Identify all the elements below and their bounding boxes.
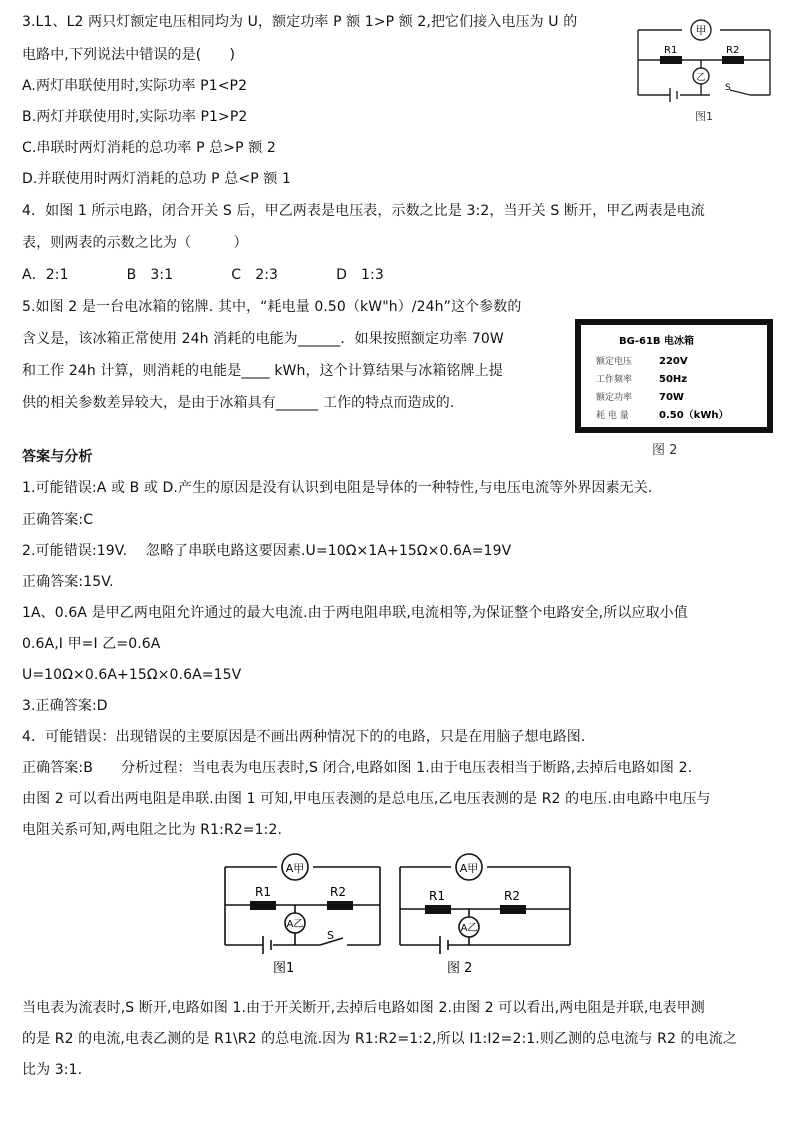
meter-yi-label: 乙 (696, 73, 706, 83)
q4-stem-line1: 4．如图 1 所示电路，闭合开关 S 后，甲乙两表是电压表，示数之比是 3:2，当开关 S 断开，甲乙两表是电流 (22, 203, 705, 219)
answer-2-explanation-2: 0.6A,I 甲=I 乙=0.6A (22, 636, 161, 652)
r1-label: R1 (664, 45, 678, 56)
resistor-r1-icon (425, 905, 451, 914)
q4-option-c: C 2:3 (231, 267, 279, 283)
resistor-r1-icon (250, 901, 276, 910)
answer-4-line1: 正确答案:B 分析过程：当电表为电压表时,S 闭合,电路如图 1.由于电压表相当于断路,去掉后电路如图 2. (22, 760, 693, 776)
meter-jia-label: 甲 (695, 24, 707, 37)
q5-stem-line3: 和工作 24h 计算，则消耗的电能是____ kWh，这个计算结果与冰箱铭牌上提 (22, 363, 503, 379)
nameplate-label-consumption: 耗 电 量 (596, 411, 629, 421)
figure-1-caption: 图1 (695, 110, 713, 123)
r2-label: R2 (726, 45, 740, 56)
r2-label: R2 (330, 885, 346, 899)
answers-heading: 答案与分析 (22, 449, 93, 465)
answer-2: 2.可能错误:19V. 忽略了串联电路这要因素.U=10Ω×1A+15Ω×0.6A=19V (22, 543, 512, 559)
switch-label: S (725, 83, 731, 93)
nameplate-label-voltage: 额定电压 (596, 357, 633, 367)
q3-stem-line1: 3.L1、L2 两只灯额定电压相同均为 U，额定功率 P 额 1>P 额 2,把它们接入电压为 U 的 (22, 14, 578, 30)
q3-option-a: A.两灯串联使用时,实际功率 P1<P2 (22, 78, 248, 94)
resistor-r2-icon (327, 901, 353, 910)
resistor-r1-icon (660, 56, 682, 64)
answer-3: 3.正确答案:D (22, 698, 108, 714)
nameplate-label-power: 额定功率 (596, 393, 633, 403)
answer-2-correct: 正确答案:15V. (22, 574, 114, 590)
meter-a-yi-label: A乙 (286, 919, 304, 930)
nameplate-value-frequency: 50Hz (659, 374, 688, 385)
meter-a-jia-label: A甲 (285, 862, 305, 875)
answer-1: 1.可能错误:A 或 B 或 D.产生的原因是没有认识到电阻是导体的一种特性,与电压电流等外界因素无关. (22, 480, 653, 496)
q3-stem-line2: 电路中,下列说法中错误的是( ) (22, 47, 236, 63)
resistor-r2-icon (500, 905, 526, 914)
r1-label: R1 (429, 889, 445, 903)
q3-option-b: B.两灯并联使用时,实际功率 P1>P2 (22, 109, 248, 125)
nameplate-value-voltage: 220V (659, 356, 688, 367)
answer-4: 4．可能错误：出现错误的主要原因是不画出两种情况下的的电路，只是在用脑子想电路图. (22, 729, 586, 745)
answer-4-line6: 比为 3:1. (22, 1062, 83, 1078)
bottom-figure-2-caption: 图 2 (447, 961, 473, 976)
switch-label: S (327, 929, 334, 942)
q4-option-d: D 1:3 (336, 267, 384, 283)
q5-stem-line2: 含义是，该冰箱正常使用 24h 消耗的电能为______．如果按照额定功率 70W (22, 331, 504, 347)
meter-a-jia-label: A甲 (459, 862, 479, 875)
bottom-figure-1-caption: 图1 (273, 961, 295, 976)
q5-stem-line1: 5.如图 2 是一台电冰箱的铭牌. 其中，“耗电量 0.50（kW"h）/24h”这个参数的 (22, 299, 522, 315)
nameplate-value-power: 70W (659, 392, 684, 403)
answer-4-line2: 由图 2 可以看出两电阻是串联.由图 1 可知,甲电压表测的是总电压,乙电压表测的是 R2 的电压.由电路中电压与 (22, 791, 711, 807)
q3-option-c: C.串联时两灯消耗的总功率 P 总>P 额 2 (22, 140, 276, 156)
answer-4-line4: 当电表为流表时,S 断开,电路如图 1.由于开关断开,去掉后电路如图 2.由图 2 可以看出,两电阻是并联,电表甲测 (22, 1000, 705, 1016)
answer-1-correct: 正确答案:C (22, 512, 94, 528)
answer-2-explanation-1: 1A、0.6A 是甲乙两电阻允许通过的最大电流.由于两电阻串联,电流相等,为保证整个电路安全,所以应取小值 (22, 605, 688, 621)
q5-stem-line4: 供的相关参数差异较大，是由于冰箱具有______ 工作的特点而造成的. (22, 395, 455, 411)
answer-4-line5: 的是 R2 的电流,电表乙测的是 R1\R2 的总电流.因为 R1:R2=1:2,所以 I1:I2=2:1.则乙测的总电流与 R2 的电流之 (22, 1031, 737, 1047)
r1-label: R1 (255, 885, 271, 899)
circuit-figures-bottom (215, 850, 585, 980)
nameplate-model: BG-61B 电冰箱 (619, 336, 694, 347)
nameplate-value-consumption: 0.50（kWh） (659, 410, 729, 421)
q4-stem-line2: 表，则两表的示数之比为（ ） (22, 235, 248, 251)
answer-4-line3: 电阻关系可知,两电阻之比为 R1:R2=1:2. (22, 822, 282, 838)
q4-options (22, 265, 442, 285)
q3-option-d: D.并联使用时两灯消耗的总功 P 总<P 额 1 (22, 171, 291, 187)
q4-option-b: B 3:1 (126, 267, 174, 283)
answer-2-explanation-3: U=10Ω×0.6A+15Ω×0.6A=15V (22, 667, 242, 683)
figure-2-caption: 图 2 (652, 443, 678, 458)
fridge-nameplate-figure (574, 318, 774, 468)
q4-option-a: A．2:1 (22, 267, 69, 283)
r2-label: R2 (504, 889, 520, 903)
resistor-r2-icon (722, 56, 744, 64)
circuit-figure-1 (630, 10, 780, 125)
nameplate-label-frequency: 工作频率 (596, 375, 633, 385)
meter-a-yi-label: A乙 (460, 923, 478, 934)
